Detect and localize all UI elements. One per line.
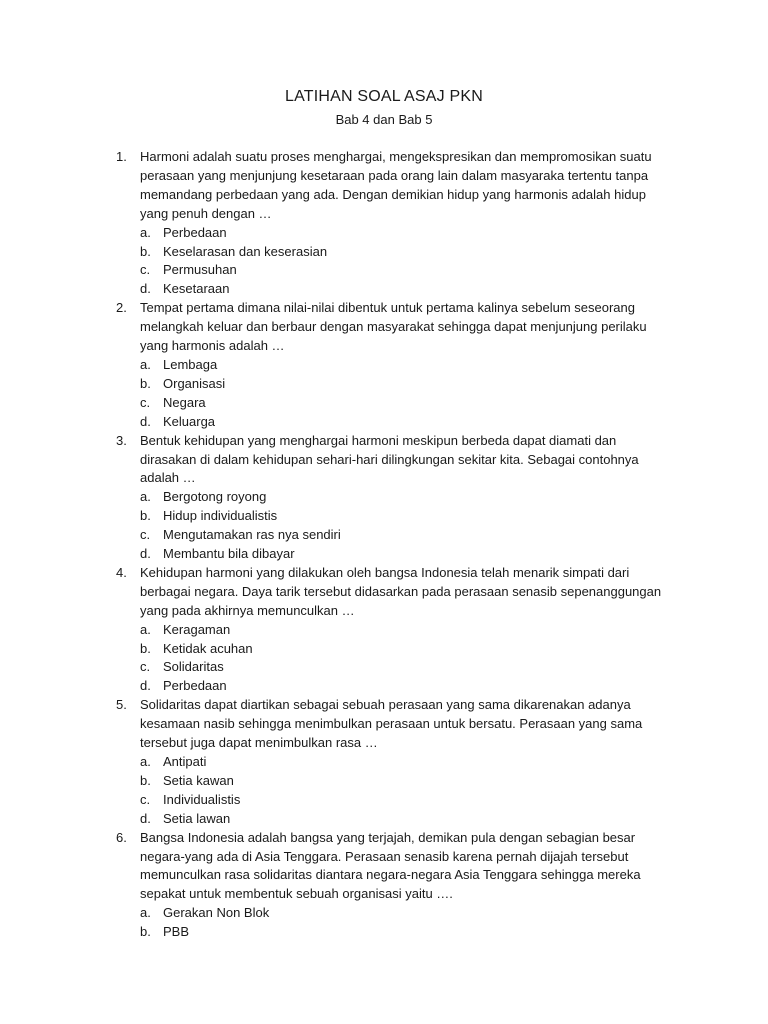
option-letter: d. (140, 546, 151, 562)
option-list (116, 753, 676, 829)
option-text: Permusuhan (163, 262, 237, 278)
option-letter: a. (140, 224, 151, 240)
option-item (116, 753, 676, 772)
option-letter: d. (140, 281, 151, 297)
option-item (116, 772, 676, 791)
option-letter: c. (140, 791, 151, 807)
option-list (116, 488, 676, 564)
option-item (116, 677, 676, 696)
option-item (116, 280, 676, 299)
option-letter: b. (140, 508, 151, 524)
option-item (116, 243, 676, 262)
option-text: Mengutamakan ras nya sendiri (163, 527, 341, 543)
option-item (116, 261, 676, 280)
question-text: Solidaritas dapat diartikan sebagai sebuah perasaan yang sama dikarenakan adanya kesamaan nasib sehingga menimbulkan perasaan untuk bersatu. Perasaan yang sama tersebut juga dapat menimbulkan rasa … (140, 697, 643, 751)
option-item (116, 810, 676, 829)
question-number: 1. (116, 149, 127, 164)
option-text: Setia kawan (163, 772, 234, 788)
option-item (116, 526, 676, 545)
option-item (116, 658, 676, 677)
question-5 (116, 696, 676, 828)
option-letter: b. (140, 640, 151, 656)
option-item (116, 375, 676, 394)
option-letter: c. (140, 527, 151, 543)
question-number: 6. (116, 829, 127, 845)
option-item (116, 621, 676, 640)
question-number: 4. (116, 564, 127, 580)
option-item (116, 923, 676, 942)
option-letter: c. (140, 262, 151, 278)
option-item (116, 224, 676, 243)
option-text: Antipati (163, 754, 207, 769)
option-letter: b. (140, 772, 151, 788)
option-letter: d. (140, 413, 151, 429)
option-text: PBB (163, 924, 190, 940)
option-text: Keluarga (163, 413, 216, 429)
option-text: Hidup individualistis (163, 508, 278, 524)
option-text: Perbedaan (163, 224, 227, 240)
question-text: Bentuk kehidupan yang menghargai harmoni meskipun berbeda dapat diamati dan dirasakan di dalam kehidupan sehari-hari dilingkungan sekitar kita. Sebagai contohnya adalah … (140, 432, 639, 486)
option-text: Negara (163, 394, 206, 410)
option-letter: b. (140, 375, 151, 391)
option-item (116, 356, 676, 375)
question-text: Harmoni adalah suatu proses menghargai, mengekspresikan dan mempromosikan suatu perasaan yang menjunjung kesetaraan pada orang lain dalam masyaraka tertentu tanpa memandang perbedaan yang ada. Dengan demikian hidup yang harmonis adalah hidup yang penuh dengan … (140, 149, 652, 221)
option-list (116, 224, 676, 300)
question-2 (116, 299, 676, 431)
option-letter: b. (140, 243, 151, 259)
question-text: Tempat pertama dimana nilai-nilai dibentuk untuk pertama kalinya sebelum seseorang melangkah keluar dan berbaur dengan masyarakat sehingga dapat menjunjung perilaku yang harmonis adalah … (140, 300, 647, 354)
question-4 (116, 564, 676, 696)
question-6 (116, 829, 676, 942)
option-list (116, 621, 676, 697)
question-number: 3. (116, 432, 127, 448)
option-item (116, 545, 676, 564)
option-item (116, 507, 676, 526)
question-number: 2. (116, 300, 127, 316)
option-letter: a. (140, 754, 151, 769)
option-letter: c. (140, 394, 151, 410)
option-text: Bergotong royong (163, 489, 267, 505)
option-list (116, 904, 676, 942)
question-text: Kehidupan harmoni yang dilakukan oleh bangsa Indonesia telah menarik simpati dari berbagai negara. Daya tarik tersebut didasarkan pada perasaan senasib sepenanggungan yang pada akhirnya memunculkan … (140, 564, 662, 618)
option-item (116, 791, 676, 810)
option-text: Keselarasan dan keserasian (163, 243, 328, 259)
option-item (116, 640, 676, 659)
page-subtitle: Bab 4 dan Bab 5 (335, 112, 433, 127)
option-text: Ketidak acuhan (163, 640, 253, 656)
question-number: 5. (116, 697, 127, 713)
option-text: Lembaga (163, 356, 218, 372)
option-letter: a. (140, 621, 151, 637)
question-list (116, 148, 676, 942)
option-list (116, 356, 676, 432)
question-text: Bangsa Indonesia adalah bangsa yang terjajah, demikan pula dengan sebagian besar negara-yang ada di Asia Tenggara. Perasaan senasib karena pernah dijajah tersebut memunculkan rasa solidaritas diantara negara-negara Asia Tenggara sehingga mereka sepakat untuk membentuk sebuah organisasi yaitu …. (140, 829, 641, 902)
option-item (116, 413, 676, 432)
option-item (116, 394, 676, 413)
option-letter: a. (140, 905, 151, 921)
option-letter: a. (140, 356, 151, 372)
option-text: Solidaritas (163, 659, 224, 675)
option-text: Individualistis (163, 791, 241, 807)
option-text: Organisasi (163, 375, 226, 391)
option-text: Gerakan Non Blok (163, 905, 270, 921)
option-letter: b. (140, 924, 151, 940)
question-3 (116, 432, 676, 564)
option-letter: d. (140, 810, 151, 826)
option-letter: c. (140, 659, 151, 675)
page-title: LATIHAN SOAL ASAJ PKN (284, 88, 484, 105)
option-text: Perbedaan (163, 678, 227, 694)
option-letter: a. (140, 489, 151, 505)
option-item (116, 904, 676, 923)
option-text: Setia lawan (163, 810, 231, 826)
question-1 (116, 148, 676, 299)
option-text: Keragaman (163, 621, 231, 637)
option-text: Kesetaraan (163, 281, 230, 297)
option-text: Membantu bila dibayar (163, 546, 295, 562)
option-item (116, 488, 676, 507)
option-letter: d. (140, 678, 151, 694)
